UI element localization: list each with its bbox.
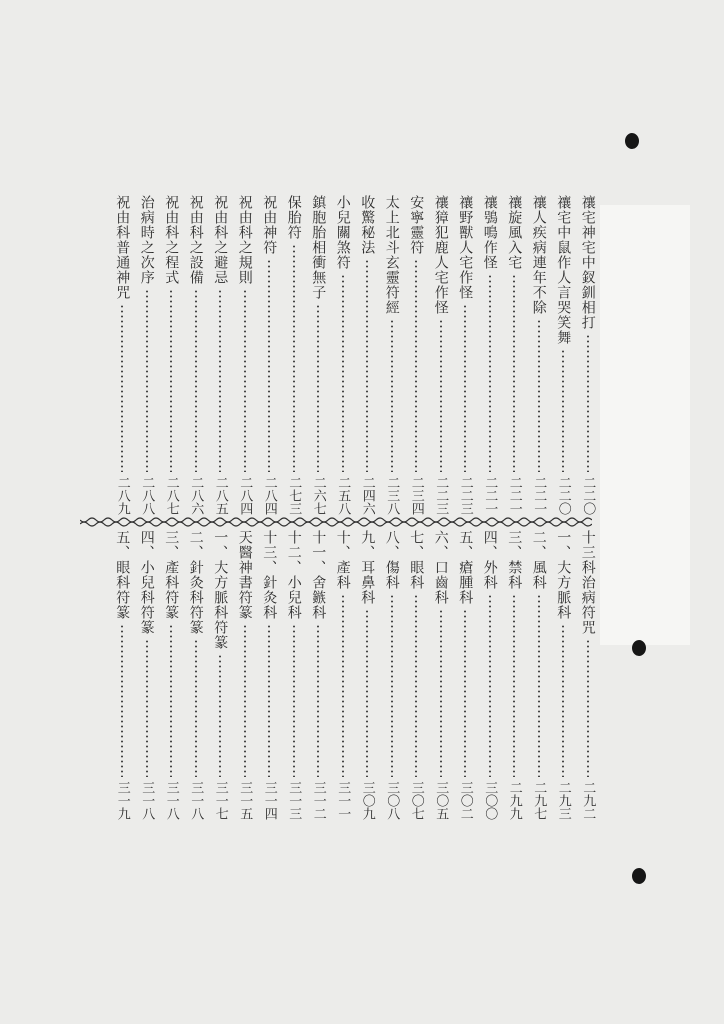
dot-leader [415,259,417,472]
toc-entry-title: 鎮胞胎相衝無子 [310,195,327,300]
dot-leader [293,624,295,777]
dot-leader [513,274,515,472]
toc-entry-page-number: 二八五 [212,476,228,515]
toc-entry-page-number: 二二三 [433,476,449,515]
toc-entry-title: 禳人疾病連年不除 [530,195,547,315]
toc-entry [257,195,282,515]
toc-entry [135,530,160,820]
dot-leader [170,624,172,777]
dot-leader [489,274,491,472]
dot-leader [391,319,393,472]
toc-entry [404,195,429,515]
dot-leader [415,594,417,777]
toc-entry-page-number: 二二一 [506,476,522,515]
toc-entry-title: 禳獐犯鹿人宅作怪 [432,195,449,315]
toc-entry-title: 禳鴞鳴作怪 [481,195,498,270]
toc-entry-page-number: 二七三 [286,476,302,515]
toc-entry [380,530,405,820]
toc-entry [110,195,135,515]
toc-entry-page-number: 三〇七 [408,781,424,820]
toc-entry [502,530,527,820]
dot-leader [195,639,197,777]
toc-entry [576,530,601,820]
dot-leader [562,624,564,777]
dot-leader [562,349,564,472]
toc-entry-title: 祝由科之程式 [163,195,180,285]
toc-entry [306,195,331,515]
toc-entry-title: 十三、針灸科 [261,530,278,620]
toc-entry [478,530,503,820]
toc-entry-page-number: 三一一 [335,781,351,820]
toc-entry-title: 四、外科 [481,530,498,590]
toc-entry-title: 三、禁科 [506,530,523,590]
dot-leader [342,594,344,777]
toc-entry [527,530,552,820]
toc-entry-title: 四、小兒科符篆 [138,530,155,635]
toc-entry-page-number: 二二一 [482,476,498,515]
toc-entry [233,530,258,820]
toc-entry-title: 小兒關煞符 [334,195,351,270]
toc-entry [331,195,356,515]
toc-entry-page-number: 三一四 [261,781,277,820]
dot-leader [268,259,270,472]
toc-entry-title: 祝由科之設備 [187,195,204,285]
toc-entry-title: 一、大方脈科 [555,530,572,620]
toc-entry-page-number: 二九二 [580,781,596,820]
toc-entry-title: 祝由科之規則 [236,195,253,285]
toc-entry-page-number: 二八六 [188,476,204,515]
dot-leader [121,624,123,777]
toc-entry [576,195,601,515]
dot-leader [513,594,515,777]
toc-entry-title: 十、產科 [334,530,351,590]
toc-entry-page-number: 二二〇 [580,476,596,515]
toc-entry [257,530,282,820]
toc-entry-title: 禳旋風入宅 [506,195,523,270]
toc-entry [502,195,527,515]
toc-entry [208,530,233,820]
toc-entry-page-number: 三〇五 [433,781,449,820]
toc-entry-title: 二、針灸科符篆 [187,530,204,635]
dot-leader [268,624,270,777]
toc-entry [551,195,576,515]
dot-leader [219,289,221,472]
toc-entry-title: 禳宅中鼠作人言哭笑舞 [555,195,572,345]
toc-entry [282,530,307,820]
toc-entry-page-number: 三一二 [310,781,326,820]
toc-entry [159,530,184,820]
toc-entry [184,195,209,515]
toc-entry-title: 安寧靈符 [408,195,425,255]
dot-leader [587,334,589,472]
toc-entry-page-number: 三〇九 [359,781,375,820]
toc-entry-title: 十二、小兒科 [285,530,302,620]
toc-upper-section [80,195,600,515]
dot-leader [146,289,148,472]
toc-entry-title: 禳野獸人宅作怪 [457,195,474,300]
dot-leader [538,319,540,472]
toc-entry-title: 三、產科符篆 [163,530,180,620]
dot-leader [440,609,442,777]
toc-entry [110,530,135,820]
toc-entry-page-number: 二五八 [335,476,351,515]
dot-leader [342,274,344,472]
toc-entry [429,530,454,820]
toc-entry-page-number: 三一五 [237,781,253,820]
toc-entry-title: 五、瘡腫科 [457,530,474,605]
toc-entry-page-number: 二八七 [163,476,179,515]
toc-entry-title: 八、傷科 [383,530,400,590]
toc-entry-title: 十一、舍鏃科 [310,530,327,620]
toc-entry-page-number: 二二一 [531,476,547,515]
toc-entry [355,195,380,515]
binding-hole [625,133,639,149]
toc-entry-title: 祝由科普通神咒 [114,195,131,300]
dot-leader [293,244,295,472]
toc-entry [404,530,429,820]
dot-leader [489,594,491,777]
toc-entry-page-number: 二八四 [261,476,277,515]
toc-entry-page-number: 二四六 [359,476,375,515]
dot-leader [170,289,172,472]
dot-leader [366,259,368,472]
binding-hole [632,868,646,884]
dot-leader [440,319,442,472]
toc-entry-title: 一、大方脈科符篆 [212,530,229,650]
toc-entry-page-number: 二三八 [384,476,400,515]
toc-entry-title: 治病時之次序 [138,195,155,285]
dot-leader [121,304,123,472]
toc-entry [135,195,160,515]
dot-leader [146,639,148,777]
dot-leader [244,624,246,777]
toc-entry [306,530,331,820]
toc-entry-page-number: 三一八 [163,781,179,820]
dot-leader [195,289,197,472]
toc-entry-page-number: 二九三 [555,781,571,820]
toc-entry [527,195,552,515]
toc-entry-title: 收驚秘法 [359,195,376,255]
toc-entry-page-number: 三一三 [286,781,302,820]
toc-entry-page-number: 三〇〇 [482,781,498,820]
section-divider [80,517,592,527]
toc-entry [429,195,454,515]
toc-entry [551,530,576,820]
toc-entry-page-number: 二二〇 [555,476,571,515]
toc-entry-title: 禳宅神宅中釵釧相打 [579,195,596,330]
toc-entry-page-number: 二八八 [139,476,155,515]
toc-lower-section [80,530,600,820]
dot-leader [391,594,393,777]
dot-leader [244,289,246,472]
toc-entry [331,530,356,820]
toc-entry-title: 祝由神符 [261,195,278,255]
toc-entry [282,195,307,515]
toc-entry-page-number: 三〇二 [457,781,473,820]
toc-entry [233,195,258,515]
dot-leader [464,304,466,472]
toc-entry-page-number: 二九九 [506,781,522,820]
toc-entry [355,530,380,820]
toc-entry-page-number: 三一九 [114,781,130,820]
toc-entry-title: 保胎符 [285,195,302,240]
toc-entry-title: 祝由科之避忌 [212,195,229,285]
toc-entry-page-number: 二八四 [237,476,253,515]
toc-entry-title: 九、耳鼻科 [359,530,376,605]
toc-entry-page-number: 二三四 [408,476,424,515]
dot-leader [587,639,589,777]
toc-entry-title: 二、風科 [530,530,547,590]
binding-hole [632,640,646,656]
toc-entry-title: 七、眼科 [408,530,425,590]
toc-entry [208,195,233,515]
dot-leader [219,654,221,777]
toc-entry [453,530,478,820]
toc-entry-title: 六、口齒科 [432,530,449,605]
toc-entry-page-number: 三〇八 [384,781,400,820]
toc-entry [478,195,503,515]
toc-entry-page-number: 三一八 [188,781,204,820]
toc-entry-page-number: 二八九 [114,476,130,515]
toc-entry-page-number: 三一八 [139,781,155,820]
toc-entry-title: 天醫神書符篆 [236,530,253,620]
dot-leader [317,304,319,472]
toc-entry-page-number: 二九七 [531,781,547,820]
toc-entry-title: 五、眼科符篆 [114,530,131,620]
dot-leader [464,609,466,777]
toc-entry-page-number: 二六七 [310,476,326,515]
dot-leader [538,594,540,777]
dot-leader [317,624,319,777]
scan-paper-strip [600,205,690,645]
toc-entry-page-number: 三一七 [212,781,228,820]
toc-entry [184,530,209,820]
toc-entry [453,195,478,515]
toc-entry-title: 太上北斗玄靈符經 [383,195,400,315]
toc-entry-title: 十三科治病符咒 [579,530,596,635]
toc-entry [380,195,405,515]
toc-entry [159,195,184,515]
toc-entry-page-number: 二二三 [457,476,473,515]
dot-leader [366,609,368,777]
